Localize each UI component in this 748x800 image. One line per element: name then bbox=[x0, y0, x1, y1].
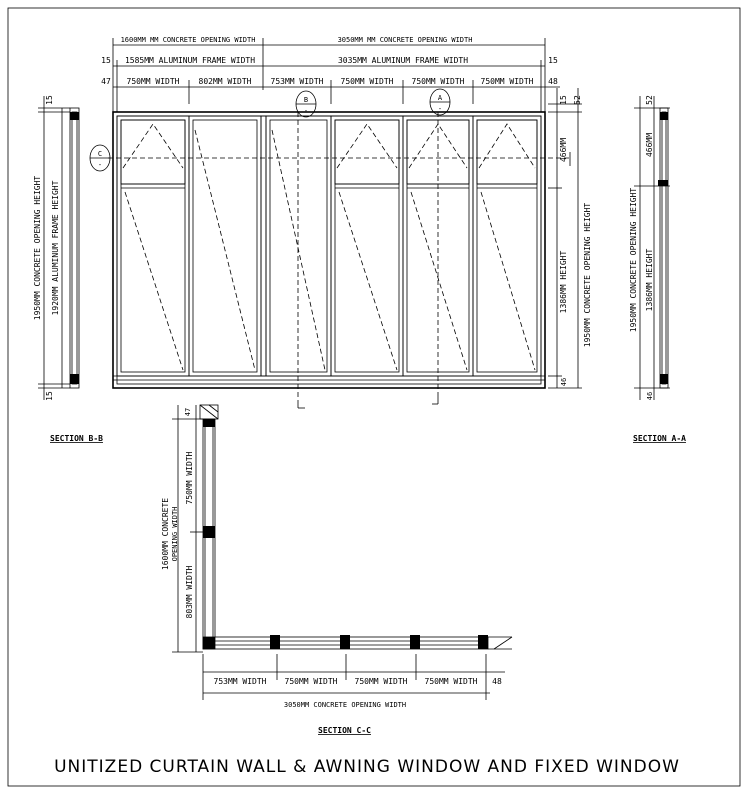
dim-cc-panel-2: 750MM WIDTH bbox=[284, 677, 338, 686]
dim-right-frame-width: 3035MM ALUMINUM FRAME WIDTH bbox=[337, 56, 469, 65]
panel-6-frame bbox=[473, 116, 541, 376]
section-c-c bbox=[161, 405, 512, 735]
dim-right-lower: 1386MM HEIGHT bbox=[559, 250, 568, 314]
dim-left-frame-width: 1585MM ALUMINUM FRAME WIDTH bbox=[124, 56, 256, 65]
dim-bb-inner: 1920MM ALUMINUM FRAME HEIGHT bbox=[51, 180, 60, 316]
dim-right-concrete-width: 3050MM MM CONCRETE OPENING WIDTH bbox=[337, 36, 473, 44]
dim-bb-outer: 1950MM CONCRETE OPENING HEIGHT bbox=[33, 175, 42, 321]
sheet-border bbox=[8, 8, 740, 786]
dim-cc-panel-1: 753MM WIDTH bbox=[213, 677, 267, 686]
awning-sash-4 bbox=[335, 120, 399, 184]
marker-b-letter: B bbox=[303, 96, 309, 104]
dim-aa-top: 52 bbox=[645, 95, 654, 105]
label-section-a-a: SECTION A-A bbox=[633, 434, 686, 443]
dim-panel-4: 750MM WIDTH bbox=[340, 77, 394, 86]
dim-aa-bottom: 46 bbox=[646, 391, 654, 401]
dim-aa-upper: 466MM bbox=[645, 132, 654, 158]
dim-aa-outer: 1950MM CONCRETE OPENING HEIGHT bbox=[629, 187, 638, 333]
dim-cc-panel-4: 750MM WIDTH bbox=[424, 677, 478, 686]
panel-1-frame bbox=[117, 116, 189, 376]
elevation-right-dimensions bbox=[548, 88, 592, 388]
dim-cc-outer-1: 1600MM CONCRETE bbox=[161, 497, 170, 571]
dim-bb-top: 15 bbox=[45, 95, 54, 105]
dim-cc-edge: 48 bbox=[492, 677, 502, 686]
panel-2-frame bbox=[189, 116, 261, 376]
dim-aa-lower: 1386MM HEIGHT bbox=[645, 248, 654, 312]
svg-text:-: - bbox=[437, 105, 443, 113]
dim-right-edge: 48 bbox=[548, 77, 558, 86]
dim-left-gap: 15 bbox=[101, 56, 111, 65]
dim-cc-top: 47 bbox=[184, 407, 192, 417]
dim-cc-upper: 750MM WIDTH bbox=[185, 451, 194, 505]
dim-panel-5: 750MM WIDTH bbox=[411, 77, 465, 86]
dim-right-bottom: 46 bbox=[560, 377, 568, 387]
drawing-title: UNITIZED CURTAIN WALL & AWNING WINDOW AND FIXED WINDOW bbox=[54, 757, 680, 777]
dim-right-outer: 1950MM CONCRETE OPENING HEIGHT bbox=[583, 202, 592, 348]
panel-4-frame bbox=[331, 116, 403, 376]
dim-right-gap: 15 bbox=[548, 56, 558, 65]
dim-right-top-1: 15 bbox=[559, 95, 568, 105]
marker-a-letter: A bbox=[437, 94, 443, 102]
dim-right-top-2: 52 bbox=[573, 95, 582, 105]
top-dimensions bbox=[101, 36, 560, 112]
label-section-c-c: SECTION C-C bbox=[318, 726, 371, 735]
svg-text:-: - bbox=[303, 107, 309, 115]
section-b-b bbox=[33, 95, 103, 443]
front-elevation bbox=[113, 112, 545, 388]
marker-c-letter: C bbox=[97, 150, 103, 158]
label-section-b-b: SECTION B-B bbox=[50, 434, 103, 443]
dim-cc-outer-2: OPENING WIDTH bbox=[171, 506, 179, 562]
dim-cc-total: 3050MM CONCRETE OPENING WIDTH bbox=[283, 701, 407, 709]
dim-panel-3: 753MM WIDTH bbox=[270, 77, 324, 86]
dim-left-edge: 47 bbox=[101, 77, 111, 86]
awning-sash-1 bbox=[121, 120, 185, 184]
dim-left-concrete-width: 1600MM MM CONCRETE OPENING WIDTH bbox=[120, 36, 256, 44]
dim-bb-bottom: 15 bbox=[45, 391, 54, 401]
dim-panel-2: 802MM WIDTH bbox=[198, 77, 252, 86]
section-a-a bbox=[629, 95, 686, 443]
awning-sash-6 bbox=[477, 120, 537, 184]
dim-right-upper: 466MM bbox=[559, 137, 568, 163]
dim-panel-1: 750MM WIDTH bbox=[126, 77, 180, 86]
dim-cc-panel-3: 750MM WIDTH bbox=[354, 677, 408, 686]
dim-cc-lower: 803MM WIDTH bbox=[185, 565, 194, 619]
panel-3-frame bbox=[266, 116, 331, 376]
center-mullion bbox=[261, 116, 266, 376]
svg-text:-: - bbox=[97, 161, 103, 169]
dim-panel-6: 750MM WIDTH bbox=[480, 77, 534, 86]
